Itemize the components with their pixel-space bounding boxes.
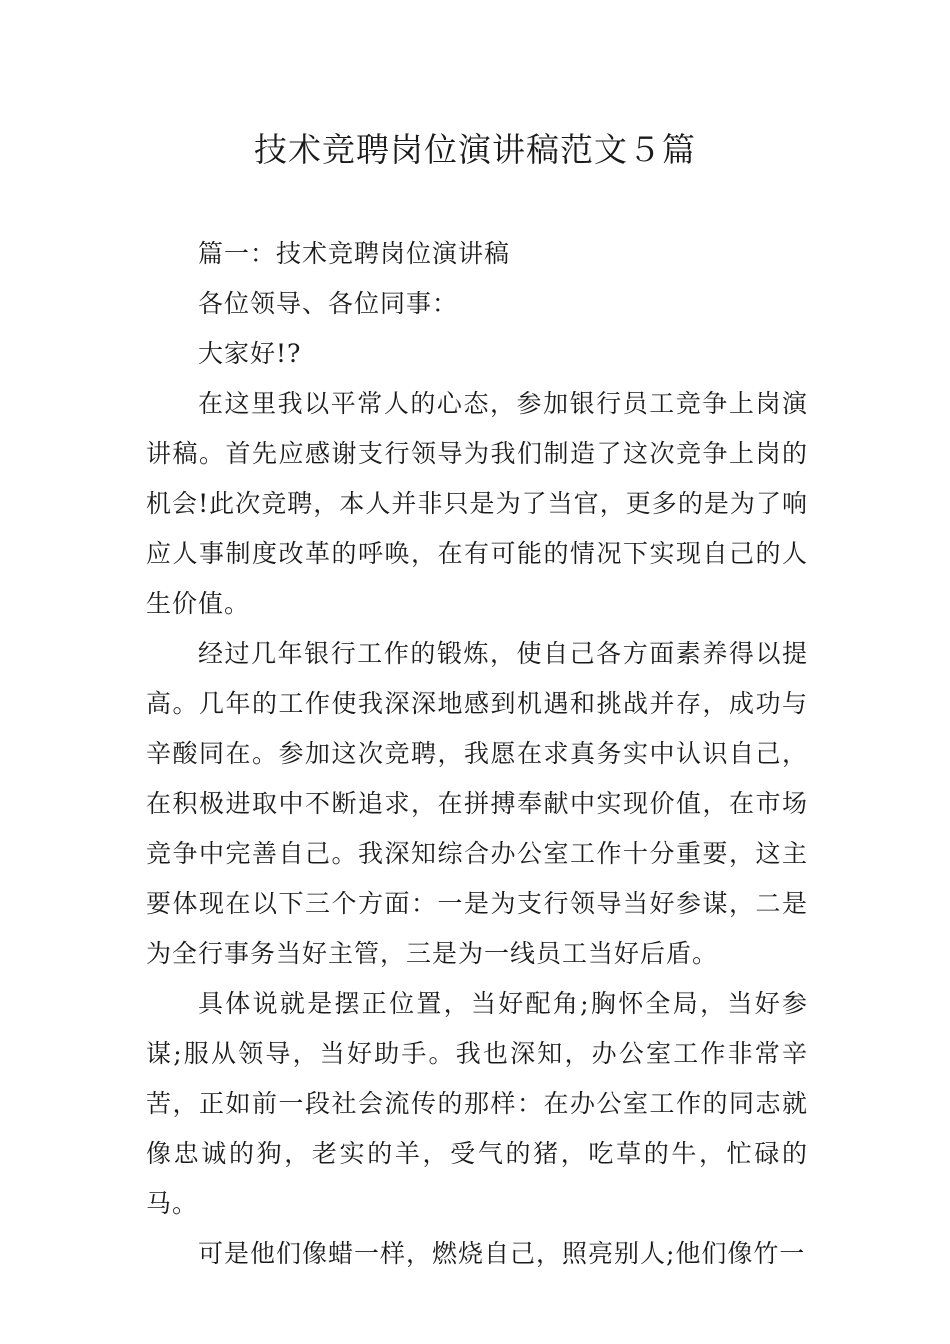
paragraph-greeting: 大家好!? (198, 339, 302, 368)
paragraph-closing: 可是他们像蜡一样，燃烧自己，照亮别人;他们像竹一 (198, 1239, 806, 1268)
document-title: 技术竞聘岗位演讲稿范文５篇 (254, 130, 696, 169)
document-body (146, 229, 808, 1279)
paragraph-salutation: 各位领导、各位同事： (198, 289, 459, 318)
paragraph-heading: 篇一：技术竞聘岗位演讲稿 (198, 239, 511, 268)
paragraph-intro: 在这里我以平常人的心态，参加银行员工竞争上岗演讲稿。首先应感谢支行领导为我们制造了这次竞争上岗的机会!此次竞聘，本人并非只是为了当官，更多的是为了响应人事制度改革的呼唤，在有可能的情况下实现自己的人生价值。 (146, 389, 808, 618)
paragraph-duties: 具体说就是摆正位置，当好配角;胸怀全局，当好参谋;服从领导，当好助手。我也深知，办公室工作非常辛苦，正如前一段社会流传的那样：在办公室工作的同志就像忠诚的狗，老实的羊，受气的猪，吃草的牛，忙碌的马。 (146, 989, 808, 1218)
paragraph-experience: 经过几年银行工作的锻炼，使自己各方面素养得以提高。几年的工作使我深深地感到机遇和挑战并存，成功与辛酸同在。参加这次竞聘，我愿在求真务实中认识自己，在积极进取中不断追求，在拼搏奉献中实现价值，在市场竞争中完善自己。我深知综合办公室工作十分重要，这主要体现在以下三个方面：一是为支行领导当好参谋，二是为全行事务当好主管，三是为一线员工当好后盾。 (146, 639, 808, 968)
